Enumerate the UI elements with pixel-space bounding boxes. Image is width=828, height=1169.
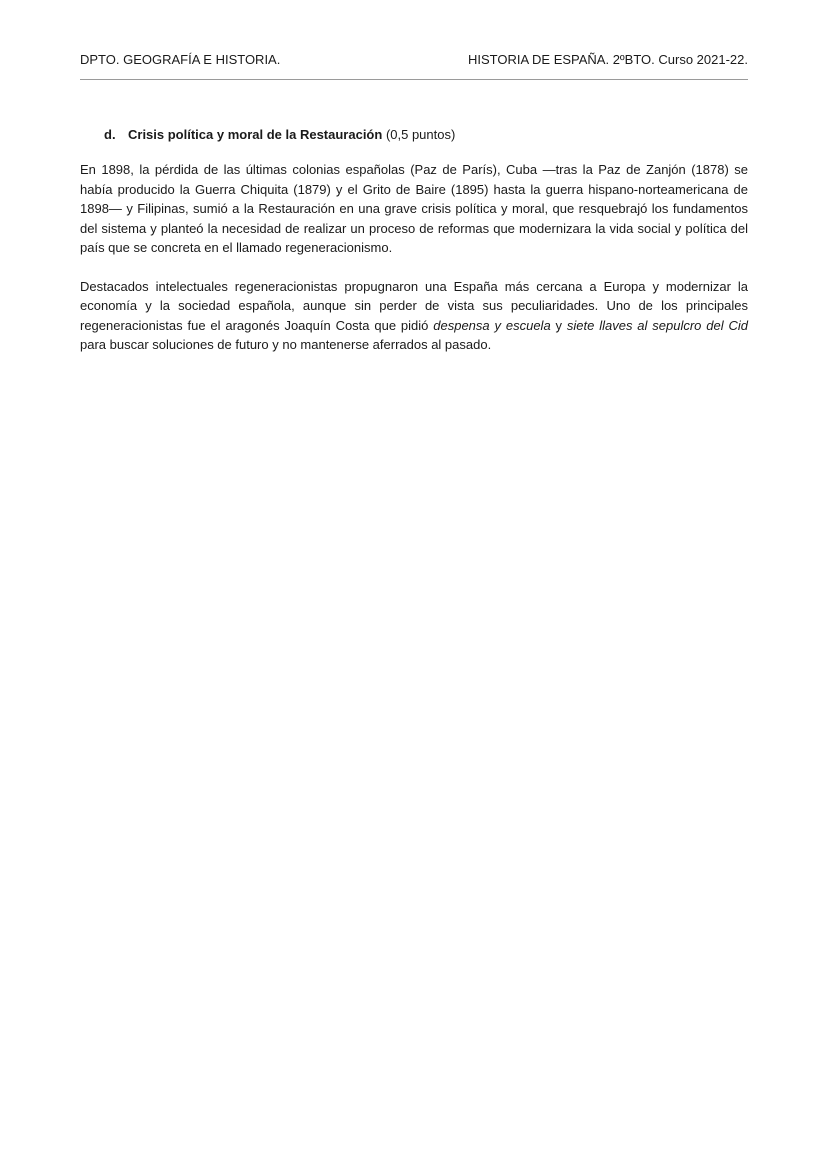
paragraph-text: y [550, 317, 567, 333]
paragraph-regeneracionismo [80, 277, 748, 355]
section-letter: d. [104, 127, 116, 142]
course-label: HISTORIA DE ESPAÑA. 2ºBTO. Curso 2021-22. [467, 52, 748, 67]
paragraph-colonies-crisis [80, 160, 748, 258]
em-dash: — [108, 201, 122, 216]
paragraph-text: En 1898, la pérdida de las últimas colonias españolas (Paz de París), Cuba [80, 162, 543, 177]
italic-quote: despensa y escuela [433, 317, 551, 333]
italic-quote: siete llaves al sepulcro del Cid [566, 317, 748, 333]
document-body [80, 160, 748, 374]
paragraph-text: Destacados intelectuales regeneracionistas propugnaron una España más cercana a Europa y modernizar la economía y la sociedad española, aunque sin perder de vista sus peculiaridades. Uno de los principales regeneracionistas fue el aragonés Joaquín Costa que pidió [80, 278, 748, 333]
paragraph-text: para buscar soluciones de futuro y no mantenerse aferrados al pasado. [80, 337, 492, 352]
section-title: Crisis política y moral de la Restauración [128, 127, 383, 142]
header-divider [80, 79, 748, 80]
page-header [80, 50, 748, 70]
section-heading [104, 125, 744, 145]
em-dash: — [542, 162, 556, 177]
department-label: DPTO. GEOGRAFÍA E HISTORIA. [80, 52, 281, 67]
paragraph-text: tras la Paz de Zanjón (1878) se había producido la Guerra Chiquita (1879) y el Grito de Baire (1895) hasta la guerra hispano-norteamericana de 1898 [80, 162, 748, 216]
section-points: (0,5 puntos) [385, 127, 456, 142]
paragraph-text: y Filipinas, sumió a la Restauración en una grave crisis política y moral, que resquebrajó los fundamentos del sistema y planteó la necesidad de realizar un proceso de reformas que modernizara la vida social y política del país que se concreta en el llamado regeneracionismo. [80, 201, 748, 255]
